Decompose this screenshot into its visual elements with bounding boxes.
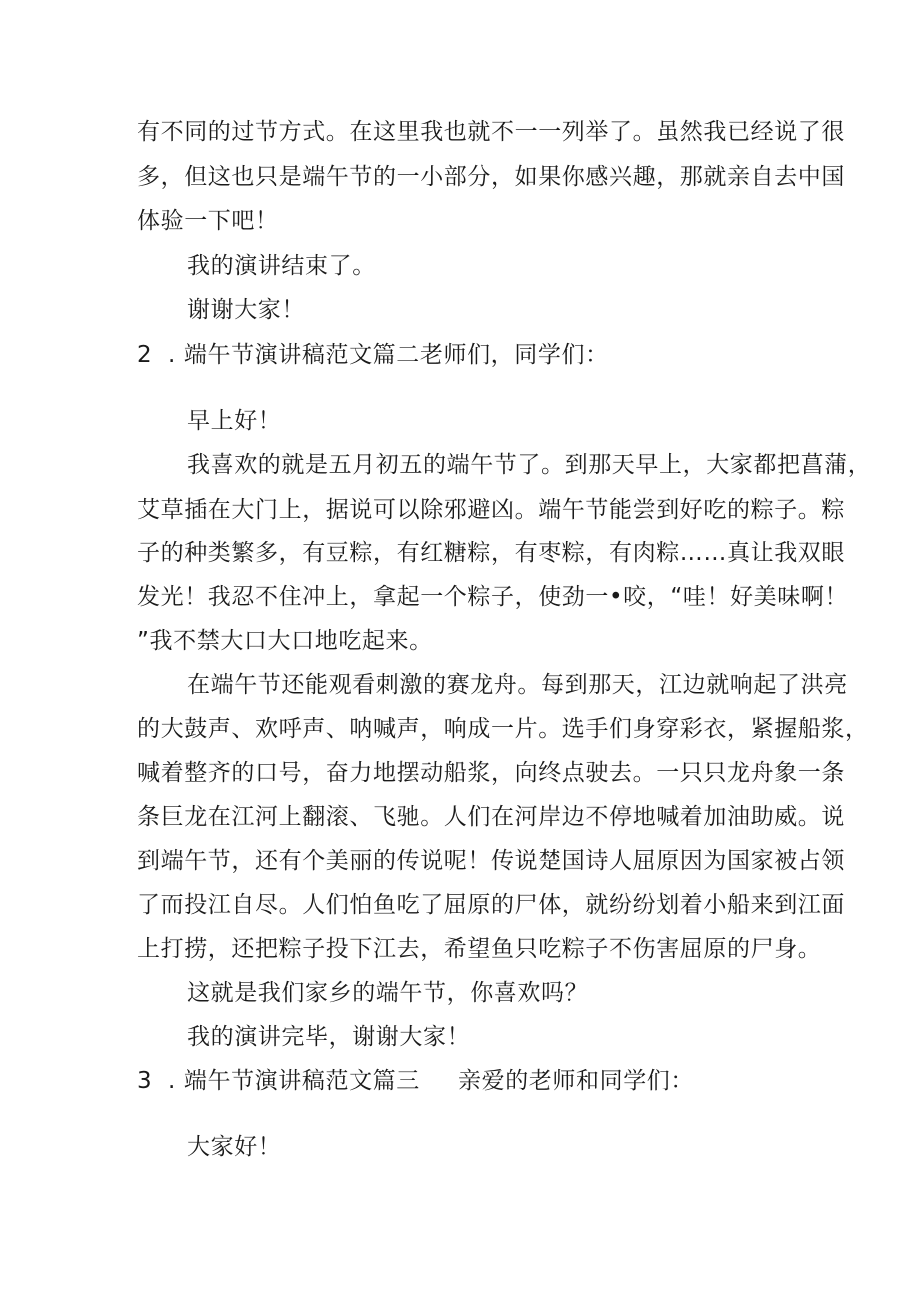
section-heading-3: 3 . 端午节演讲稿范文篇三 [137, 1068, 420, 1094]
paragraph-line: 我的演讲完毕，谢谢大家！ [187, 1024, 471, 1050]
paragraph-line: 谢谢大家！ [187, 297, 305, 323]
greeting: 大家好！ [187, 1134, 282, 1160]
paragraph-line: 我喜欢的就是五月初五的端午节了。到那天早上，大家都把菖蒲， [187, 452, 872, 478]
paragraph-line: 了而投江自尽。人们怕鱼吃了屈原的尸体，就纷纷划着小船来到江面 [137, 892, 845, 918]
section-heading-2: 2 . 端午节演讲稿范文篇二老师们，同学们： [137, 342, 609, 368]
paragraph-line: 子的种类繁多，有豆粽，有红糖粽，有枣粽，有肉粽……真让我双眼 [137, 540, 845, 566]
paragraph-line: 到端午节，还有个美丽的传说呢！传说楚国诗人屈原因为国家被占领 [137, 848, 845, 874]
paragraph-line: 的大鼓声、欢呼声、呐喊声，响成一片。选手们身穿彩衣，紧握船浆， [137, 716, 869, 742]
paragraph-line: ”我不禁大口大口地吃起来。 [137, 628, 433, 654]
paragraph-line: 条巨龙在江河上翻滚、飞驰。人们在河岸边不停地喊着加油助威。说 [137, 804, 845, 830]
paragraph-line: 体验一下吧！ [137, 208, 279, 234]
paragraph-line: 上打捞，还把粽子投下江去，希望鱼只吃粽子不伤害屈原的尸身。 [137, 936, 822, 962]
paragraph-line: 有不同的过节方式。在这里我也就不一一列举了。虽然我已经说了很 [137, 119, 845, 145]
greeting: 早上好！ [187, 408, 282, 434]
paragraph-line: 在端午节还能观看刺激的赛龙舟。每到那天，江边就响起了洪亮 [187, 672, 848, 698]
paragraph-line: 多，但这也只是端午节的一小部分，如果你感兴趣，那就亲自去中国 [137, 164, 845, 190]
paragraph-line: 艾草插在大门上，据说可以除邪避凶。端午节能尝到好吃的粽子。粽 [137, 497, 845, 523]
paragraph-line: 喊着整齐的口号，奋力地摆动船浆，向终点驶去。一只只龙舟象一条 [137, 760, 845, 786]
paragraph-line: 这就是我们家乡的端午节，你喜欢吗？ [187, 980, 589, 1006]
paragraph-line: 发光！我忍不住冲上，拿起一个粽子，使劲一•咬，“哇！好美味啊！ [137, 584, 849, 610]
paragraph-line: 我的演讲结束了。 [187, 253, 376, 279]
section-heading-3-recipient: 亲爱的老师和同学们： [458, 1068, 694, 1094]
